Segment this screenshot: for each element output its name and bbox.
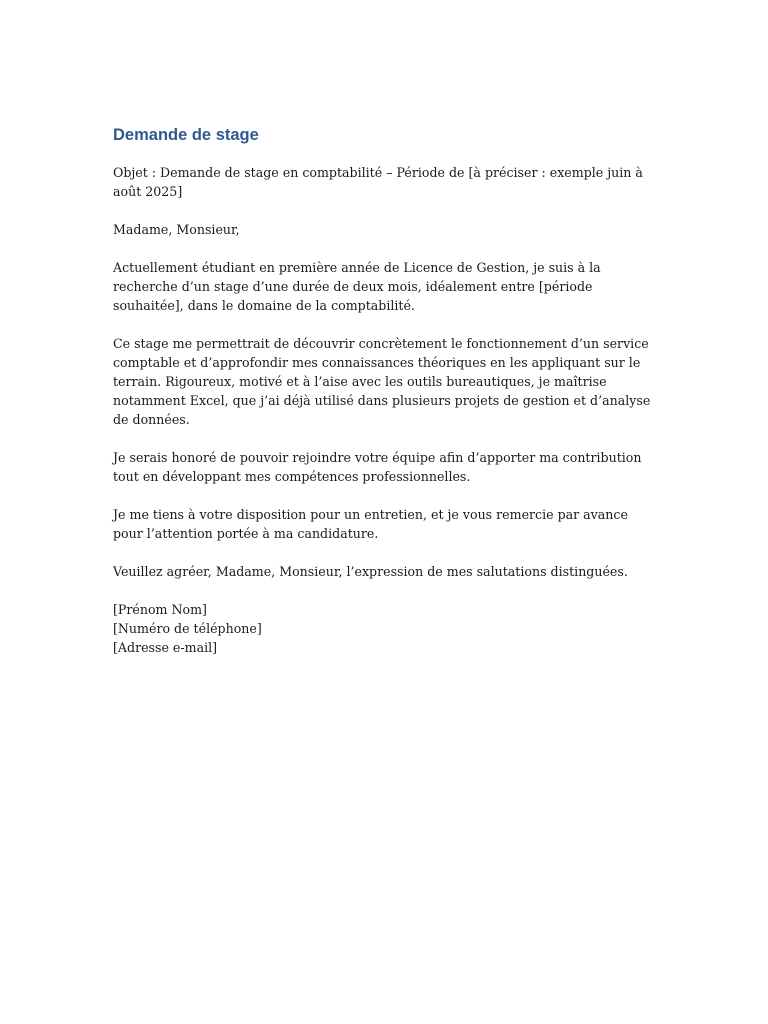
object-line: Objet : Demande de stage en comptabilité – Période de [à préciser : exemple juin à août 2025] [113, 165, 643, 199]
signature-phone: [Numéro de téléphone] [113, 621, 262, 636]
paragraph-closing: Veuillez agréer, Madame, Monsieur, l’expression de mes salutations distinguées. [113, 564, 628, 579]
letter-body [113, 124, 658, 657]
paragraph-team: Je serais honoré de pouvoir rejoindre votre équipe afin d’apporter ma contribution tout en développant mes compétences professionnelles. [113, 450, 642, 484]
paragraph-intro: Actuellement étudiant en première année de Licence de Gestion, je suis à la recherche d’un stage d’une durée de deux mois, idéalement entre [période souhaitée], dans le domaine de la comptabilité. [113, 260, 601, 313]
signature-name: [Prénom Nom] [113, 602, 207, 617]
signature-email: [Adresse e-mail] [113, 640, 218, 655]
paragraph-availability: Je me tiens à votre disposition pour un entretien, et je vous remercie par avance pour l’attention portée à ma candidature. [113, 507, 628, 541]
document-title: Demande de stage [113, 126, 259, 144]
salutation: Madame, Monsieur, [113, 222, 240, 237]
paragraph-motivation: Ce stage me permettrait de découvrir concrètement le fonctionnement d’un service comptable et d’approfondir mes connaissances théoriques en les appliquant sur le terrain. Rigoureux, motivé et à l’aise avec les outils bureautiques, je maîtrise notamment Excel, que j’ai déjà utilisé dans plusieurs projets de gestion et d’analyse de données. [113, 336, 651, 427]
signature-block [113, 600, 658, 657]
